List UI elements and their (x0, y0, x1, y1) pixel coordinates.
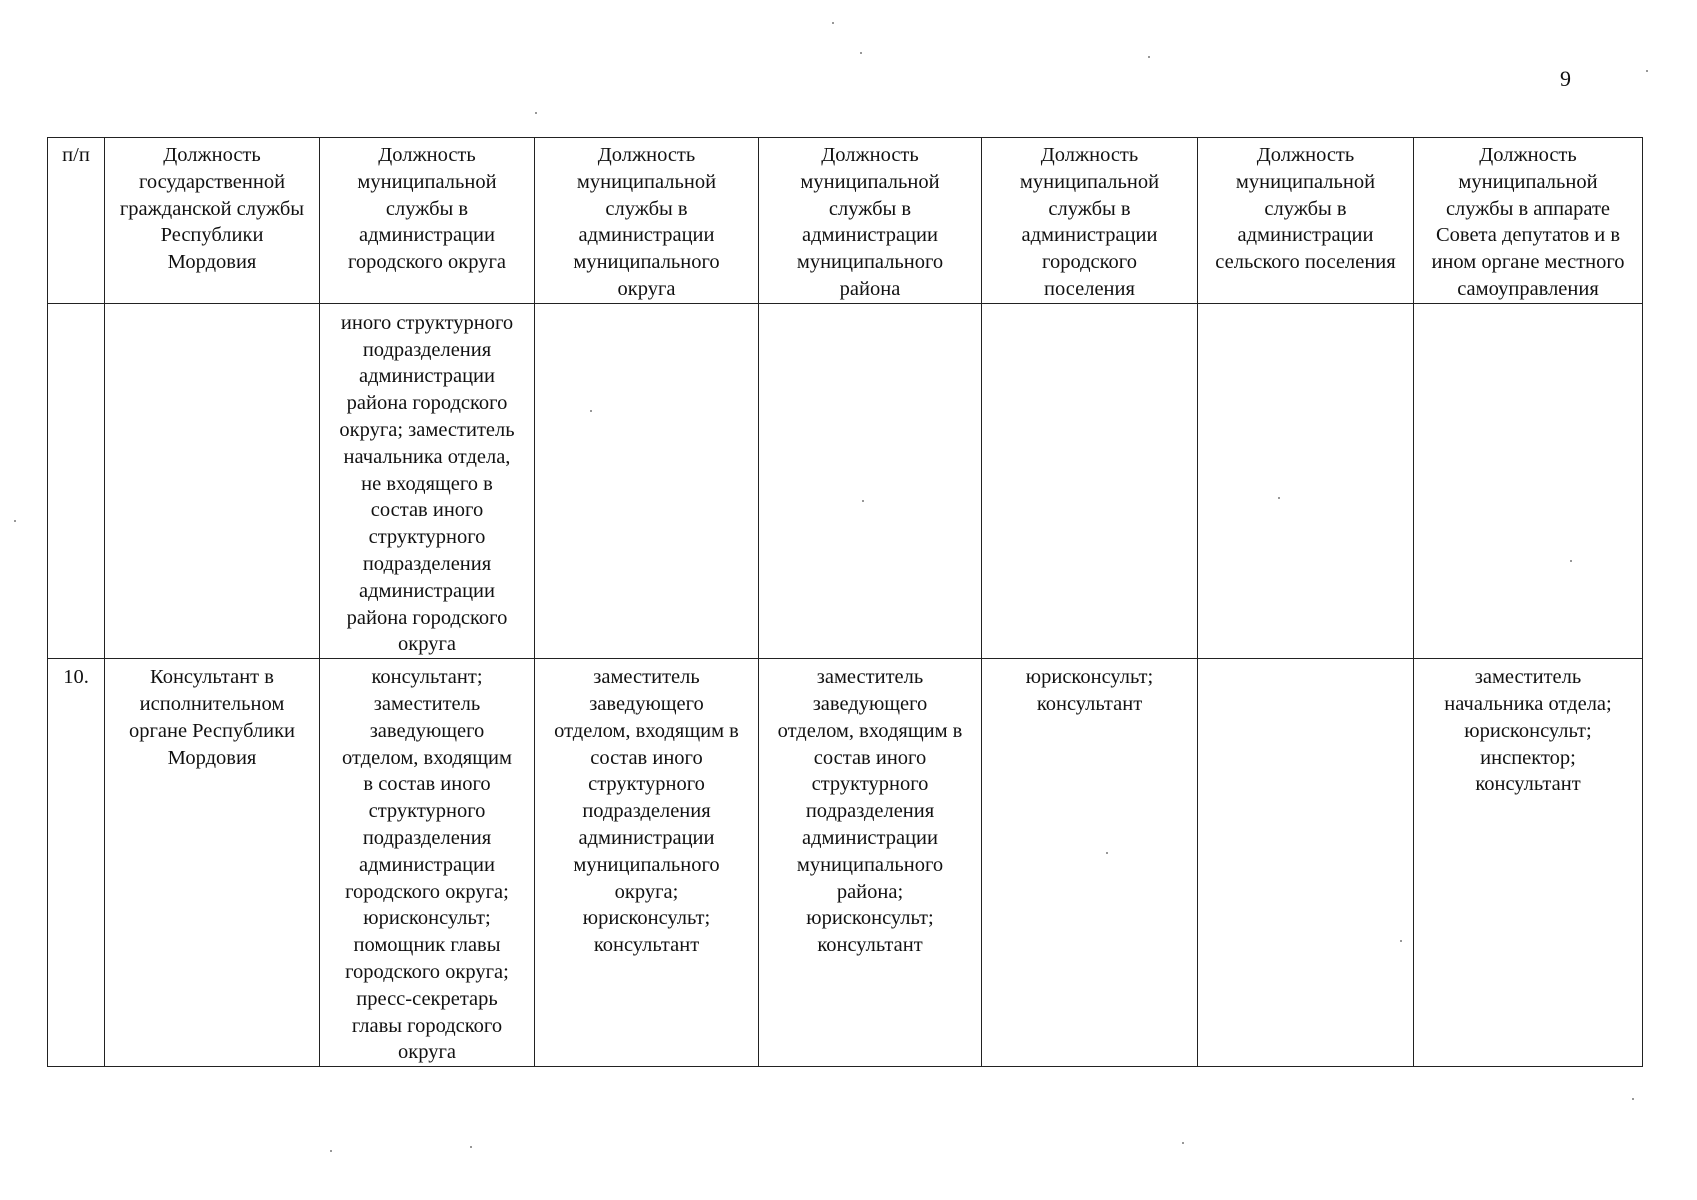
scan-speck (590, 410, 592, 412)
scan-speck (1632, 1098, 1634, 1100)
scan-speck (860, 52, 862, 54)
table-header-row (48, 138, 1643, 304)
header-city-district: Должность муниципальной службы в администрации городского округа (320, 138, 535, 304)
scan-speck (1278, 497, 1280, 499)
scan-speck (1106, 852, 1108, 854)
scan-speck (1570, 560, 1572, 562)
scan-speck (1148, 56, 1150, 58)
table-row (48, 659, 1643, 1067)
scan-speck (535, 112, 537, 114)
table-cell: Консультант в исполнительном органе Республики Мордовия (105, 659, 320, 1067)
header-number: п/п (48, 138, 105, 304)
table-cell: 10. (48, 659, 105, 1067)
table-cell (759, 303, 982, 658)
table-cell (1414, 303, 1643, 658)
table-cell (982, 303, 1198, 658)
scan-speck (14, 520, 16, 522)
table-cell (48, 303, 105, 658)
scan-speck (832, 22, 834, 24)
table-row (48, 303, 1643, 658)
positions-table (47, 137, 1643, 1067)
table-cell: иного структурного подразделения администрации района городского округа; заместитель начальника отдела, не входящего в состав иного структурного подразделения администрации района городского округа (320, 303, 535, 658)
scan-speck (862, 500, 864, 502)
header-urban-settlement: Должность муниципальной службы в администрации городского поселения (982, 138, 1198, 304)
table-cell (1198, 303, 1414, 658)
scan-speck (470, 1146, 472, 1148)
header-council-apparatus: Должность муниципальной службы в аппарате Совета депутатов и в ином органе местного самоуправления (1414, 138, 1643, 304)
table-cell: консультант; заместитель заведующего отделом, входящим в состав иного структурного подразделения администрации городского округа; юрисконсульт; помощник главы городского округа; пресс-секретарь главы городского округа (320, 659, 535, 1067)
header-municipal-rayon: Должность муниципальной службы в администрации муниципального района (759, 138, 982, 304)
table-cell: заместитель начальника отдела; юрисконсульт; инспектор; консультант (1414, 659, 1643, 1067)
scan-speck (1400, 940, 1402, 942)
table-cell: юрисконсульт; консультант (982, 659, 1198, 1067)
table-cell (1198, 659, 1414, 1067)
header-rural-settlement: Должность муниципальной службы в администрации сельского поселения (1198, 138, 1414, 304)
header-state-civil-service: Должность государственной гражданской службы Республики Мордовия (105, 138, 320, 304)
table-cell: заместитель заведующего отделом, входящим в состав иного структурного подразделения администрации муниципального округа; юрисконсульт; консультант (535, 659, 759, 1067)
scan-speck (1646, 70, 1648, 72)
table-cell (105, 303, 320, 658)
header-municipal-okrug: Должность муниципальной службы в администрации муниципального округа (535, 138, 759, 304)
scan-speck (330, 1150, 332, 1152)
scan-speck (1182, 1142, 1184, 1144)
table-cell (535, 303, 759, 658)
page-number: 9 (1560, 66, 1571, 91)
table-cell: заместитель заведующего отделом, входящим в состав иного структурного подразделения администрации муниципального района; юрисконсульт; консультант (759, 659, 982, 1067)
